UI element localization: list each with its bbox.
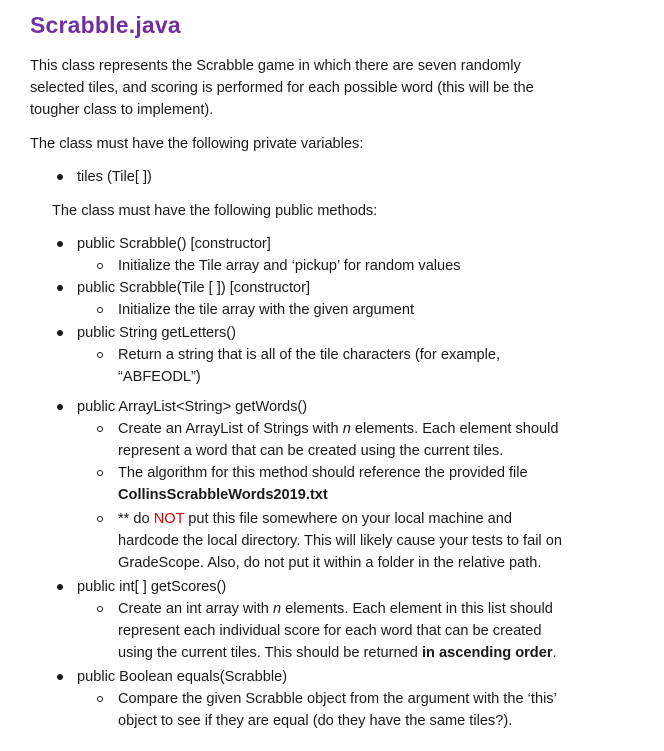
method-detail <box>118 688 618 732</box>
detail-line: represent a word that can be created using the current tiles. <box>118 443 504 459</box>
detail-italic-n: n <box>272 601 282 617</box>
method-detail <box>118 418 618 462</box>
warning-not: NOT <box>153 511 185 527</box>
method-detail: Initialize the tile array with the given argument <box>118 302 415 318</box>
detail-line: object to see if they are equal (do they have the same tiles?). <box>118 713 513 729</box>
method-detail <box>118 462 618 506</box>
detail-line: represent each individual score for each word that can be created <box>118 623 542 639</box>
detail-line: The algorithm for this method should reference the provided file <box>118 465 528 481</box>
detail-line: hardcode the local directory. This will likely cause your tests to fail on <box>118 533 562 549</box>
sub-bullet-icon <box>97 516 103 522</box>
intro-line-1: This class represents the Scrabble game in which there are seven randomly <box>30 58 521 74</box>
private-var-tiles: tiles (Tile[ ]) <box>77 169 152 185</box>
method-detail: Initialize the Tile array and ‘pickup’ for random values <box>118 258 461 274</box>
intro-line-3: tougher class to implement). <box>30 102 214 118</box>
intro-paragraph <box>30 55 600 121</box>
bullet-icon <box>57 674 63 680</box>
detail-text: Create an int array with <box>118 601 273 617</box>
sub-bullet-icon <box>97 352 103 358</box>
method-signature: public String getLetters() <box>77 325 236 341</box>
sub-bullet-icon <box>97 606 103 612</box>
detail-text: Create an ArrayList of Strings with <box>118 421 343 437</box>
detail-text: put this file somewhere on your local machine and <box>184 511 512 527</box>
sub-bullet-icon <box>97 426 103 432</box>
method-signature: public ArrayList<String> getWords() <box>77 399 308 415</box>
bullet-icon <box>57 174 63 180</box>
bullet-icon <box>57 285 63 291</box>
method-detail <box>118 598 618 664</box>
sub-bullet-icon <box>97 263 103 269</box>
sub-bullet-icon <box>97 470 103 476</box>
sub-bullet-icon <box>97 307 103 313</box>
detail-text: ** do <box>118 511 154 527</box>
bullet-icon <box>57 584 63 590</box>
detail-line: Compare the given Scrabble object from the argument with the ‘this’ <box>118 691 557 707</box>
bullet-icon <box>57 241 63 247</box>
method-detail <box>118 344 618 388</box>
detail-text: elements. Each element in this list should <box>281 601 553 617</box>
sub-bullet-icon <box>97 696 103 702</box>
private-vars-heading: The class must have the following private variables: <box>30 136 364 152</box>
file-name: CollinsScrabbleWords2019.txt <box>118 487 328 503</box>
bullet-icon <box>57 330 63 336</box>
intro-line-2: selected tiles, and scoring is performed for each possible word (this will be the <box>30 80 534 96</box>
method-detail <box>118 508 618 574</box>
detail-text: . <box>552 645 557 661</box>
method-signature: public Scrabble() [constructor] <box>77 236 271 252</box>
detail-italic-n: n <box>342 421 351 437</box>
detail-text: using the current tiles. This should be returned <box>118 645 422 661</box>
detail-text: elements. Each element should <box>350 421 559 437</box>
detail-bold: in ascending order <box>421 645 553 661</box>
public-methods-heading: The class must have the following public methods: <box>52 203 378 219</box>
detail-line: Return a string that is all of the tile characters (for example, <box>118 347 501 363</box>
detail-line: GradeScope. Also, do not put it within a folder in the relative path. <box>118 555 542 571</box>
detail-line: “ABFEODL”) <box>118 369 201 385</box>
page-title: Scrabble.java <box>30 12 181 38</box>
method-signature: public int[ ] getScores() <box>77 579 227 595</box>
method-signature: public Scrabble(Tile [ ]) [constructor] <box>77 280 311 296</box>
method-signature: public Boolean equals(Scrabble) <box>77 669 288 685</box>
bullet-icon <box>57 404 63 410</box>
